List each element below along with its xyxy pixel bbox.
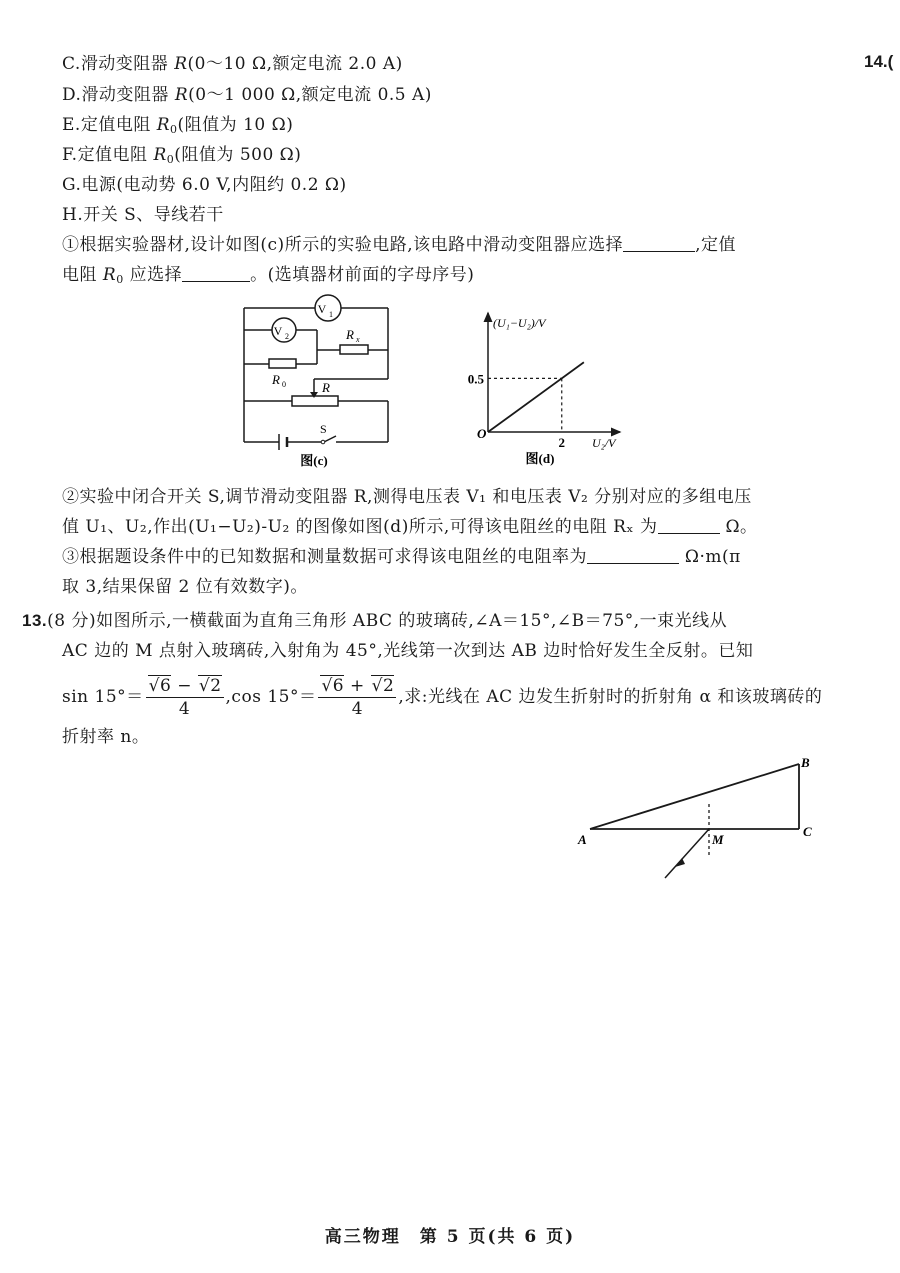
q13-line3: sin 15°＝ $\frac{√6 - √2}{4}$ ,cos 15°＝ $\frac{√6 + √2}{4}$ ,求:光线在 AC 边发生折射时的折射角 α 和该玻璃砖的 bbox=[62, 676, 823, 719]
option-f: F.定值电阻 $R_0$(阻值为 500 Ω) bbox=[62, 145, 302, 166]
resistor-rx bbox=[340, 345, 368, 354]
triangle-abc-diagram bbox=[570, 750, 830, 890]
q12-part2-line1: ②实验中闭合开关 S,调节滑动变阻器 R,测得电压表 V₁ 和电压表 V₂ 分别对应的多组电压 bbox=[62, 487, 752, 507]
answer-blank-rheostat[interactable] bbox=[623, 235, 695, 252]
y-axis-label: (U₁−U₂)/V bbox=[493, 316, 546, 330]
figure-d-caption: 图(d) bbox=[525, 451, 555, 466]
q12-part1-line2: 电阻 $R_0$ 应选择 。(选填器材前面的字母序号) bbox=[62, 265, 475, 286]
vertex-a-label: A bbox=[578, 832, 587, 847]
label-v1: V bbox=[317, 302, 327, 316]
y-tick-label: 0.5 bbox=[467, 371, 484, 387]
page-footer: 高三物理 第 5 页(共 6 页) bbox=[324, 1227, 576, 1247]
label-s: S bbox=[320, 422, 327, 436]
vertex-c-label: C bbox=[803, 824, 812, 839]
sin-fraction: $\frac{√6 - √2}{4}$ bbox=[146, 675, 224, 720]
side-ab bbox=[590, 764, 799, 829]
x-axis-label: U₂/V bbox=[592, 436, 616, 450]
chart-figure-d bbox=[455, 305, 625, 470]
q12-part3-line1: ③根据题设条件中的已知数据和测量数据可求得该电阻丝的电阻率为 Ω·m(π bbox=[62, 547, 741, 567]
origin-label: O bbox=[477, 426, 487, 441]
label-r0: R bbox=[272, 372, 280, 387]
q13-line2: AC 边的 M 点射入玻璃砖,入射角为 45°,光线第一次到达 AB 边时恰好发生全反射。已知 bbox=[62, 641, 754, 661]
vertex-b-label: B bbox=[801, 755, 810, 770]
label-r: R bbox=[322, 380, 330, 395]
point-m-label: M bbox=[712, 832, 724, 847]
next-question-number: 14.( bbox=[864, 52, 894, 71]
series-line bbox=[488, 362, 584, 432]
option-d: D.滑动变阻器 R(0～1 000 Ω,额定电流 0.5 A) bbox=[62, 85, 432, 105]
question-number: 13. bbox=[22, 611, 48, 630]
option-e: E.定值电阻 $R_0$(阻值为 10 Ω) bbox=[62, 115, 294, 136]
q13-line1: 13.(8 分)如图所示,一横截面为直角三角形 ABC 的玻璃砖,∠A＝15°,∠B＝75°,一束光线从 bbox=[22, 611, 728, 631]
option-g: G.电源(电动势 6.0 V,内阻约 0.2 Ω) bbox=[62, 175, 347, 195]
option-h: H.开关 S、导线若干 bbox=[62, 205, 224, 225]
svg-text:0: 0 bbox=[282, 380, 286, 389]
label-v2: V bbox=[273, 324, 283, 338]
answer-blank-resistivity[interactable] bbox=[587, 547, 679, 564]
figure-c-caption: 图(c) bbox=[300, 453, 328, 468]
svg-text:2: 2 bbox=[285, 332, 289, 341]
cos-fraction: $\frac{√6 + √2}{4}$ bbox=[318, 675, 396, 720]
answer-blank-resistor[interactable] bbox=[182, 265, 250, 282]
q12-part1-line1: ①根据实验器材,设计如图(c)所示的实验电路,该电路中滑动变阻器应选择 ,定值 bbox=[62, 235, 736, 255]
svg-text:1: 1 bbox=[329, 310, 333, 319]
option-c: C.滑动变阻器 R(0～10 Ω,额定电流 2.0 A) bbox=[62, 54, 403, 74]
label-rx: R bbox=[346, 327, 354, 342]
resistor-r0 bbox=[269, 359, 296, 368]
rheostat-r bbox=[292, 396, 338, 406]
q12-part3-line2: 取 3,结果保留 2 位有效数字)。 bbox=[62, 577, 308, 597]
q13-line4: 折射率 n。 bbox=[62, 727, 150, 747]
ray-arrow-icon bbox=[675, 858, 685, 867]
svg-text:x: x bbox=[356, 335, 360, 344]
x-tick-label: 2 bbox=[558, 435, 565, 450]
answer-blank-rx[interactable] bbox=[658, 517, 720, 534]
switch-s bbox=[324, 436, 336, 442]
q12-part2-line2: 值 U₁、U₂,作出(U₁−U₂)-U₂ 的图像如图(d)所示,可得该电阻丝的电阻 Rₓ 为 Ω。 bbox=[62, 517, 758, 537]
incident-ray bbox=[665, 829, 709, 878]
circuit-diagram-c bbox=[230, 292, 410, 472]
